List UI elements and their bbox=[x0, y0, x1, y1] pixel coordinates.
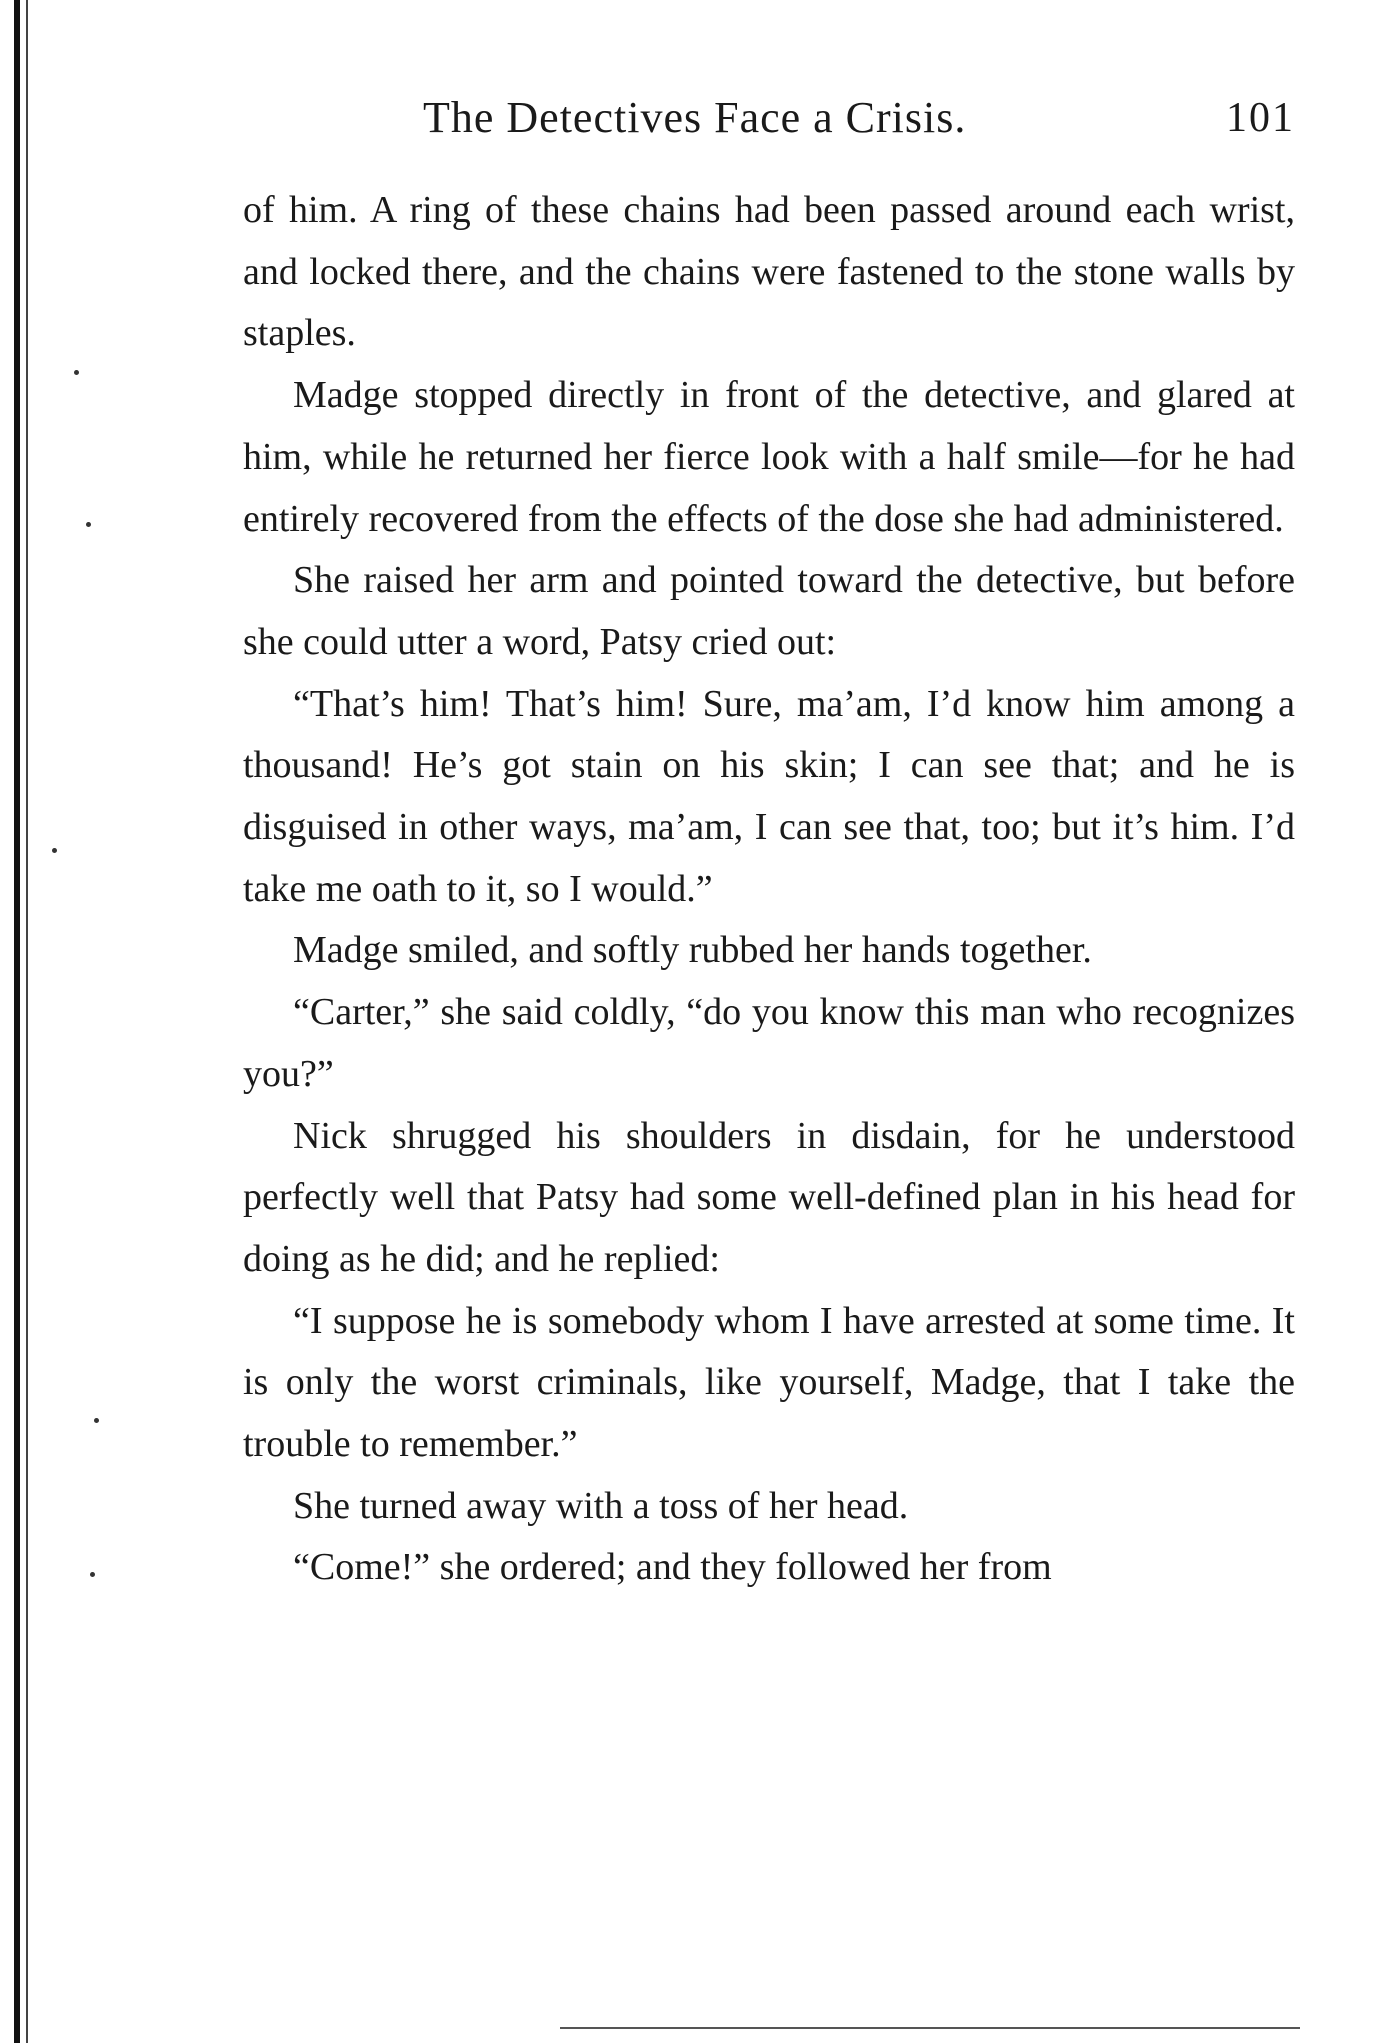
margin-speck bbox=[86, 522, 91, 527]
binding-edge-inner bbox=[26, 0, 28, 2043]
margin-speck bbox=[90, 1572, 95, 1577]
paragraph: “Come!” she ordered; and they followed her from bbox=[293, 1546, 1052, 1589]
paragraph: “I suppose he is somebody whom I have arrested at some time. It is only the worst criminals, like yourself, Madge, that I take the trouble to remember.” bbox=[243, 1299, 1295, 1466]
paragraph: “Carter,” she said coldly, “do you know this man who recognizes you?” bbox=[243, 991, 1295, 1095]
margin-speck bbox=[52, 848, 57, 853]
margin-speck bbox=[94, 1418, 99, 1423]
body-text bbox=[243, 180, 1295, 1599]
bottom-rule bbox=[560, 2027, 1300, 2029]
paragraph: She turned away with a toss of her head. bbox=[293, 1484, 909, 1527]
paragraph: She raised her arm and pointed toward the detective, but before she could utter a word, Patsy cried out: bbox=[243, 559, 1295, 663]
margin-speck bbox=[74, 370, 79, 375]
paragraph: “That’s him! That’s him! Sure, ma’am, I’d know him among a thousand! He’s got stain on his skin; I can see that; and he is disguised in other ways, ma’am, I can see that, too; but it’s him. I’d take me oath to it, so I would.” bbox=[243, 682, 1295, 910]
paragraph: Madge smiled, and softly rubbed her hands together. bbox=[293, 929, 1092, 972]
paragraph: Nick shrugged his shoulders in disdain, for he understood perfectly well that Patsy had some well-defined plan in his head for doing as he did; and he replied: bbox=[243, 1114, 1295, 1280]
binding-edge bbox=[14, 0, 20, 2043]
page-number: 101 bbox=[1226, 95, 1295, 141]
running-head bbox=[243, 88, 1295, 148]
chapter-title: The Detectives Face a Crisis. bbox=[423, 93, 967, 142]
paragraph: of him. A ring of these chains had been passed around each wrist, and locked there, and the chains were fastened to the stone walls by staples. bbox=[243, 189, 1295, 355]
paragraph: Madge stopped directly in front of the detective, and glared at him, while he returned her fierce look with a half smile—for he had entirely recovered from the effects of the dose she had administered. bbox=[243, 374, 1295, 540]
